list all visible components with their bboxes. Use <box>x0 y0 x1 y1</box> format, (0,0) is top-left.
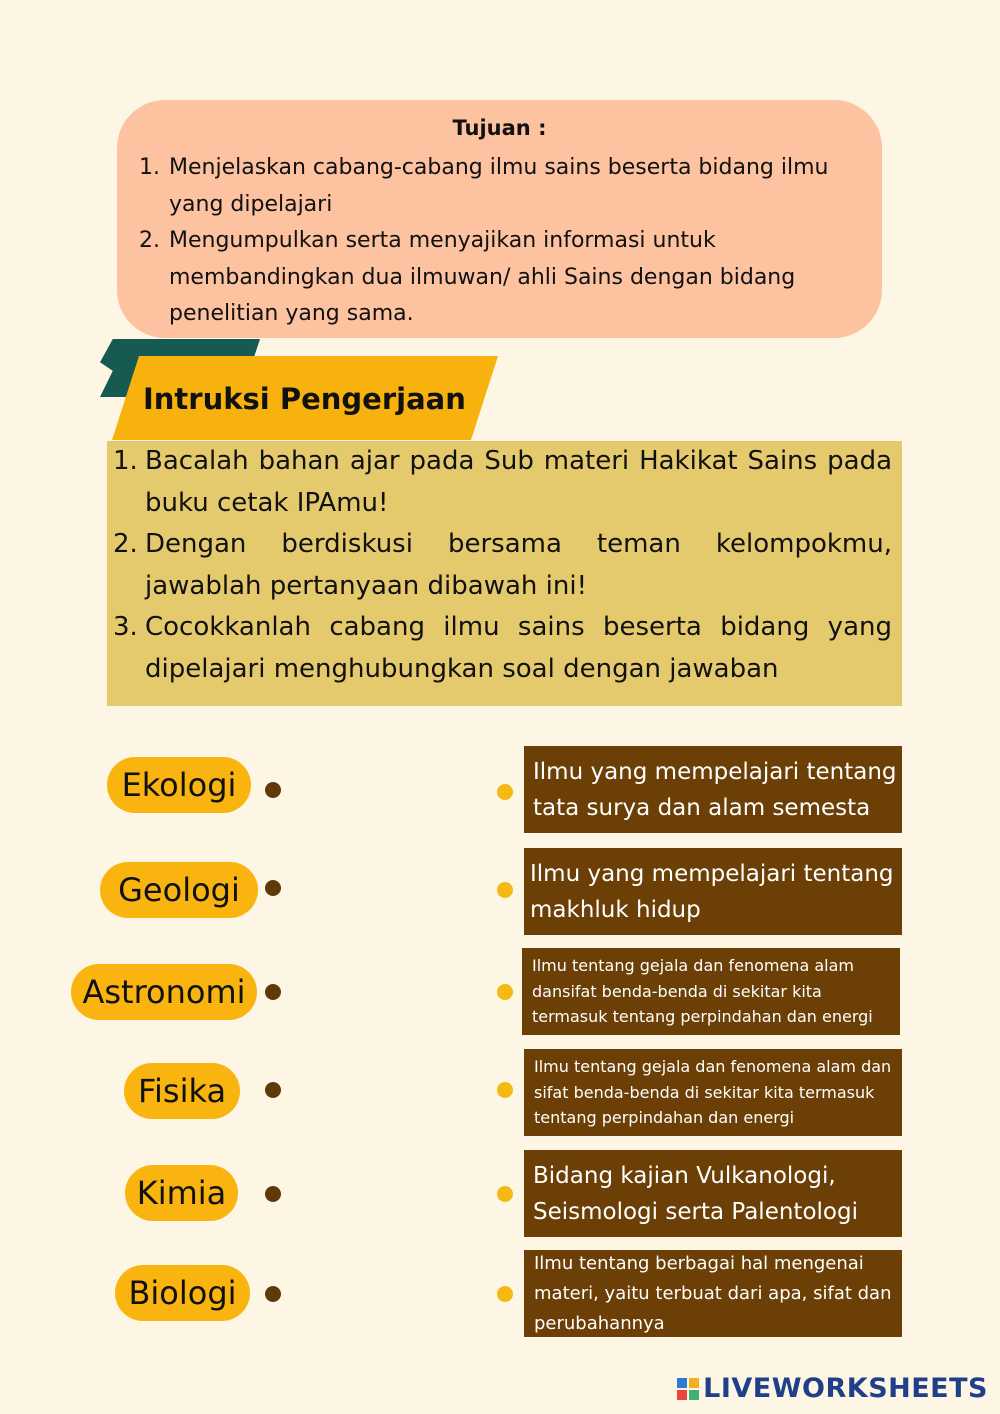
definition-text: Ilmu yang mempelajari tentang makhluk hidup <box>530 860 894 923</box>
term-astronomi: Astronomi <box>71 964 257 1020</box>
definition-text: Ilmu tentang gejala dan fenomena alam dansifat benda-benda di sekitar kita termasuk tentang perpindahan dan energi <box>532 956 873 1027</box>
term-geologi: Geologi <box>100 862 258 918</box>
definition-connector-dot[interactable] <box>497 882 513 898</box>
term-kimia: Kimia <box>125 1165 238 1221</box>
instruction-text: Dengan berdiskusi bersama teman kelompokmu, jawablah pertanyaan dibawah ini! <box>145 529 892 601</box>
instruction-item <box>113 441 892 524</box>
definition-card <box>524 1049 902 1136</box>
instruction-item <box>113 524 892 607</box>
instruction-number: 3. <box>113 612 138 642</box>
goal-text: Mengumpulkan serta menyajikan informasi untuk membandingkan dua ilmuwan/ ahli Sains dengan bidang penelitian yang sama. <box>169 228 796 326</box>
goals-panel <box>117 100 882 338</box>
logo-text: LIVEWORKSHEETS <box>703 1373 988 1404</box>
instructions-title: Intruksi Pengerjaan <box>143 382 466 416</box>
definition-text: Ilmu tentang berbagai hal mengenai materi, yaitu terbuat dari apa, sifat dan perubahannya <box>534 1252 892 1334</box>
instruction-text: Bacalah bahan ajar pada Sub materi Hakikat Sains pada buku cetak IPAmu! <box>145 446 892 518</box>
instructions-list <box>113 441 892 690</box>
definition-text: Ilmu yang mempelajari tentang tata surya dan alam semesta <box>533 758 897 821</box>
term-fisika: Fisika <box>124 1063 240 1119</box>
definition-connector-dot[interactable] <box>497 1186 513 1202</box>
instruction-number: 2. <box>113 529 138 559</box>
logo-mark-icon <box>677 1378 699 1400</box>
term-connector-dot[interactable] <box>265 1082 281 1098</box>
instructions-panel <box>107 441 902 706</box>
definition-card <box>524 1150 902 1237</box>
goals-title: Tujuan : <box>452 116 547 140</box>
definition-card <box>524 1250 902 1337</box>
goals-list <box>139 150 865 333</box>
term-connector-dot[interactable] <box>265 1186 281 1202</box>
goal-item <box>139 223 865 333</box>
term-connector-dot[interactable] <box>265 880 281 896</box>
instruction-text: Cocokkanlah cabang ilmu sains beserta bidang yang dipelajari menghubungkan soal dengan jawaban <box>145 612 892 684</box>
goal-item <box>139 150 865 223</box>
goal-number: 1. <box>139 155 160 180</box>
definition-card <box>524 848 902 935</box>
definition-text: Ilmu tentang gejala dan fenomena alam dan sifat benda-benda di sekitar kita termasuk tentang perpindahan dan energi <box>534 1057 892 1128</box>
definition-card <box>524 746 902 833</box>
term-connector-dot[interactable] <box>265 984 281 1000</box>
definition-connector-dot[interactable] <box>497 784 513 800</box>
term-connector-dot[interactable] <box>265 1286 281 1302</box>
definition-connector-dot[interactable] <box>497 1082 513 1098</box>
definition-card <box>522 948 900 1035</box>
term-biologi: Biologi <box>115 1265 250 1321</box>
definition-connector-dot[interactable] <box>497 1286 513 1302</box>
instruction-number: 1. <box>113 446 138 476</box>
goal-number: 2. <box>139 228 160 253</box>
instruction-item <box>113 607 892 690</box>
term-connector-dot[interactable] <box>265 782 281 798</box>
definition-connector-dot[interactable] <box>497 984 513 1000</box>
liveworksheets-logo <box>677 1373 988 1404</box>
definition-text: Bidang kajian Vulkanologi, Seismologi serta Palentologi <box>533 1162 858 1225</box>
goal-text: Menjelaskan cabang-cabang ilmu sains beserta bidang ilmu yang dipelajari <box>169 155 829 217</box>
term-ekologi: Ekologi <box>107 757 251 813</box>
